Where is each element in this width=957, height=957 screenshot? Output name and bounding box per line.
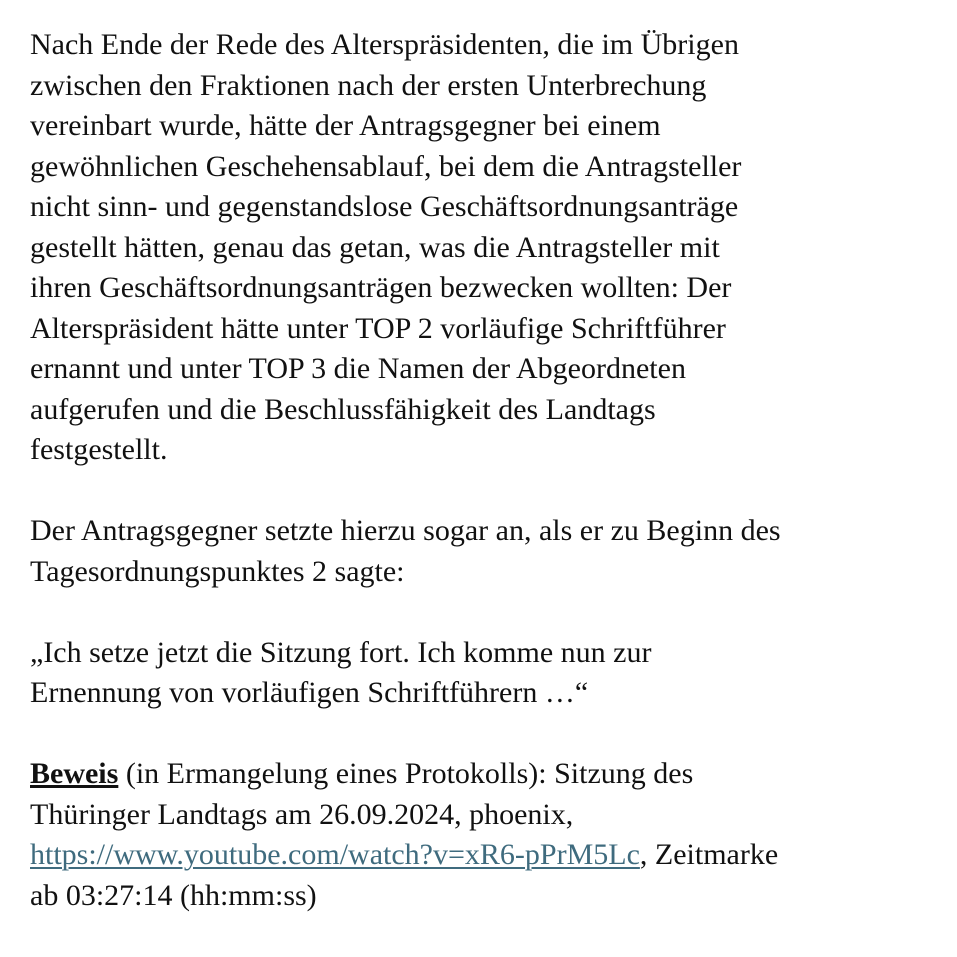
evidence-line: ab 03:27:14 (hh:mm:ss) xyxy=(30,878,317,912)
text-line: ernannt und unter TOP 3 die Namen der Abgeordneten xyxy=(30,352,686,385)
quote-line: Ernennung von vorläufigen Schriftführern …“ xyxy=(30,676,589,709)
youtube-link[interactable]: https://www.youtube.com/watch?v=xR6-pPrM5Lc xyxy=(30,838,640,871)
paragraph-context xyxy=(30,511,930,592)
paragraph-evidence xyxy=(30,754,930,916)
text-line: vereinbart wurde, hätte der Antragsgegner bei einem xyxy=(30,109,661,142)
evidence-line xyxy=(30,754,930,795)
text-line: festgestellt. xyxy=(30,433,168,466)
text-line: aufgerufen und die Beschlussfähigkeit des Landtags xyxy=(30,392,656,426)
paragraph-argument xyxy=(30,25,930,471)
evidence-line xyxy=(30,835,930,876)
evidence-text: (in Ermangelung eines Protokolls): Sitzung des xyxy=(118,757,694,790)
evidence-line: Thüringer Landtags am 26.09.2024, phoenix, xyxy=(30,797,574,831)
text-line: Alterspräsident hätte unter TOP 2 vorläufige Schriftführer xyxy=(30,311,726,345)
text-line: Nach Ende der Rede des Alterspräsidenten, die im Übrigen xyxy=(30,28,739,61)
text-line: zwischen den Fraktionen nach der ersten Unterbrechung xyxy=(30,68,707,102)
text-line: nicht sinn- und gegenstandslose Geschäftsordnungsanträge xyxy=(30,190,739,223)
quote-line: „Ich setze jetzt die Sitzung fort. Ich komme nun zur xyxy=(30,635,652,669)
document-body xyxy=(30,25,930,916)
evidence-text: , Zeitmarke xyxy=(639,838,779,871)
text-line: gewöhnlichen Geschehensablauf, bei dem die Antragsteller xyxy=(30,149,742,183)
text-line: gestellt hätten, genau das getan, was die Antragsteller mit xyxy=(30,230,720,264)
text-line: Tagesordnungspunktes 2 sagte: xyxy=(30,554,405,588)
paragraph-quote xyxy=(30,633,930,714)
text-line: ihren Geschäftsordnungsanträgen bezwecken wollten: Der xyxy=(30,271,732,304)
evidence-label: Beweis xyxy=(30,757,119,790)
text-line: Der Antragsgegner setzte hierzu sogar an, als er zu Beginn des xyxy=(30,514,781,547)
